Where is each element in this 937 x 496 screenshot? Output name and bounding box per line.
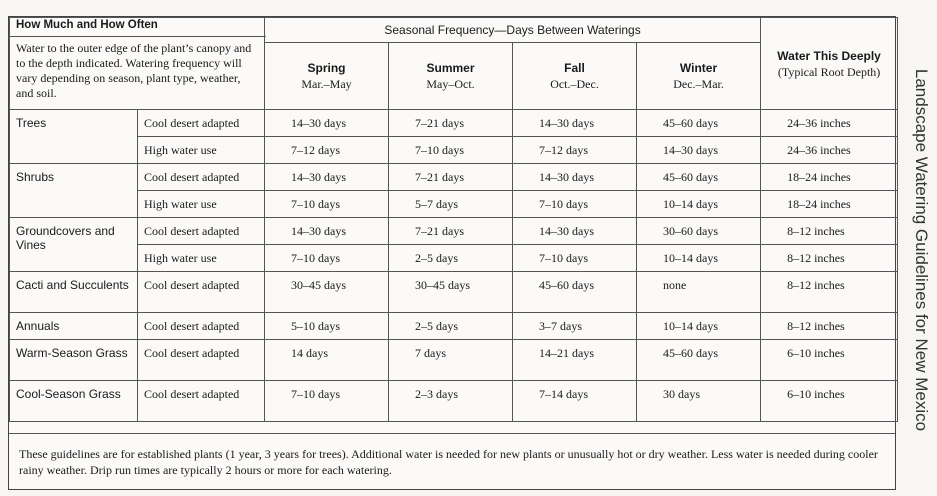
plant-category: Groundcovers and Vines (10, 218, 138, 272)
plant-category: Annuals (10, 313, 138, 340)
season-fall-header (513, 43, 637, 110)
water-depth-subtitle: (Typical Root Depth) (777, 64, 881, 79)
summer-value: 7–21 days (389, 164, 513, 191)
plant-type: High water use (138, 245, 265, 272)
depth-value: 18–24 inches (761, 164, 898, 191)
season-spring-header (265, 43, 389, 110)
depth-value: 6–10 inches (761, 381, 898, 422)
plant-category: Cool-Season Grass (10, 381, 138, 422)
season-range: Dec.–Mar. (673, 77, 724, 91)
plant-type: Cool desert adapted (138, 110, 265, 137)
summer-value: 5–7 days (389, 191, 513, 218)
winter-value: 14–30 days (637, 137, 761, 164)
plant-type: Cool desert adapted (138, 340, 265, 381)
table-row (10, 191, 898, 218)
plant-type: High water use (138, 137, 265, 164)
season-range: Mar.–May (301, 77, 352, 91)
winter-value: 30 days (637, 381, 761, 422)
fall-value: 45–60 days (513, 272, 637, 313)
plant-type: High water use (138, 191, 265, 218)
season-summer-header (389, 43, 513, 110)
season-name: Summer (426, 61, 475, 75)
plant-type: Cool desert adapted (138, 381, 265, 422)
table-row (10, 272, 898, 313)
winter-value: none (637, 272, 761, 313)
winter-value: 10–14 days (637, 191, 761, 218)
summer-value: 7 days (389, 340, 513, 381)
summer-value: 7–10 days (389, 137, 513, 164)
water-depth-header (761, 18, 898, 110)
spring-value: 14–30 days (265, 110, 389, 137)
plant-category: Cacti and Succulents (10, 272, 138, 313)
summer-value: 30–45 days (389, 272, 513, 313)
fall-value: 7–14 days (513, 381, 637, 422)
depth-value: 18–24 inches (761, 191, 898, 218)
how-much-header (10, 18, 265, 110)
summer-value: 7–21 days (389, 218, 513, 245)
fall-value: 7–10 days (513, 245, 637, 272)
table-row (10, 245, 898, 272)
header-row-top (10, 18, 898, 43)
plant-category: Warm-Season Grass (10, 340, 138, 381)
spring-value: 5–10 days (265, 313, 389, 340)
spring-value: 7–10 days (265, 381, 389, 422)
season-winter-header (637, 43, 761, 110)
how-much-description: Water to the outer edge of the plant’s canopy and to the depth indicated. Watering frequency will vary depending on season, plant type, weather, and soil. (16, 41, 252, 100)
fall-value: 7–12 days (513, 137, 637, 164)
winter-value: 10–14 days (637, 313, 761, 340)
summer-value: 7–21 days (389, 110, 513, 137)
plant-type: Cool desert adapted (138, 218, 265, 245)
summer-value: 2–3 days (389, 381, 513, 422)
fall-value: 7–10 days (513, 191, 637, 218)
plant-type: Cool desert adapted (138, 164, 265, 191)
depth-value: 6–10 inches (761, 340, 898, 381)
season-range: May–Oct. (426, 77, 475, 91)
fall-value: 3–7 days (513, 313, 637, 340)
table-row (10, 340, 898, 381)
water-depth-title: Water This Deeply (777, 48, 881, 63)
watering-table (9, 17, 898, 422)
seasonal-frequency-header: Seasonal Frequency—Days Between Waterings (265, 18, 761, 43)
table-row (10, 381, 898, 422)
table-row (10, 218, 898, 245)
spring-value: 30–45 days (265, 272, 389, 313)
plant-category: Shrubs (10, 164, 138, 218)
winter-value: 45–60 days (637, 340, 761, 381)
how-much-title: How Much and How Often (8, 18, 266, 37)
fall-value: 14–30 days (513, 164, 637, 191)
footnote: These guidelines are for established plants (1 year, 3 years for trees). Additional water is needed for new plants or unusually hot or dry weather. Less water is needed during cooler rainy weather. Drip run times are typically 2 hours or more for each watering. (9, 433, 895, 489)
fall-value: 14–30 days (513, 218, 637, 245)
season-name: Winter (679, 61, 718, 75)
table-row (10, 137, 898, 164)
winter-value: 30–60 days (637, 218, 761, 245)
table-row (10, 313, 898, 340)
depth-value: 8–12 inches (761, 218, 898, 245)
plant-category: Trees (10, 110, 138, 164)
winter-value: 45–60 days (637, 110, 761, 137)
side-title (908, 20, 934, 480)
depth-value: 8–12 inches (761, 245, 898, 272)
winter-value: 45–60 days (637, 164, 761, 191)
spring-value: 14 days (265, 340, 389, 381)
season-range: Oct.–Dec. (550, 77, 599, 91)
season-name: Fall (564, 61, 585, 75)
depth-value: 8–12 inches (761, 272, 898, 313)
winter-value: 10–14 days (637, 245, 761, 272)
summer-value: 2–5 days (389, 245, 513, 272)
depth-value: 24–36 inches (761, 110, 898, 137)
plant-type: Cool desert adapted (138, 313, 265, 340)
summer-value: 2–5 days (389, 313, 513, 340)
side-title-text: Landscape Watering Guidelines for New Mexico (912, 68, 931, 432)
spring-value: 14–30 days (265, 218, 389, 245)
depth-value: 24–36 inches (761, 137, 898, 164)
plant-type: Cool desert adapted (138, 272, 265, 313)
table-row (10, 110, 898, 137)
spring-value: 7–10 days (265, 191, 389, 218)
spring-value: 7–10 days (265, 245, 389, 272)
spring-value: 7–12 days (265, 137, 389, 164)
fall-value: 14–21 days (513, 340, 637, 381)
depth-value: 8–12 inches (761, 313, 898, 340)
watering-guidelines-sheet (8, 16, 896, 490)
spring-value: 14–30 days (265, 164, 389, 191)
table-row (10, 164, 898, 191)
season-name: Spring (307, 61, 346, 75)
fall-value: 14–30 days (513, 110, 637, 137)
